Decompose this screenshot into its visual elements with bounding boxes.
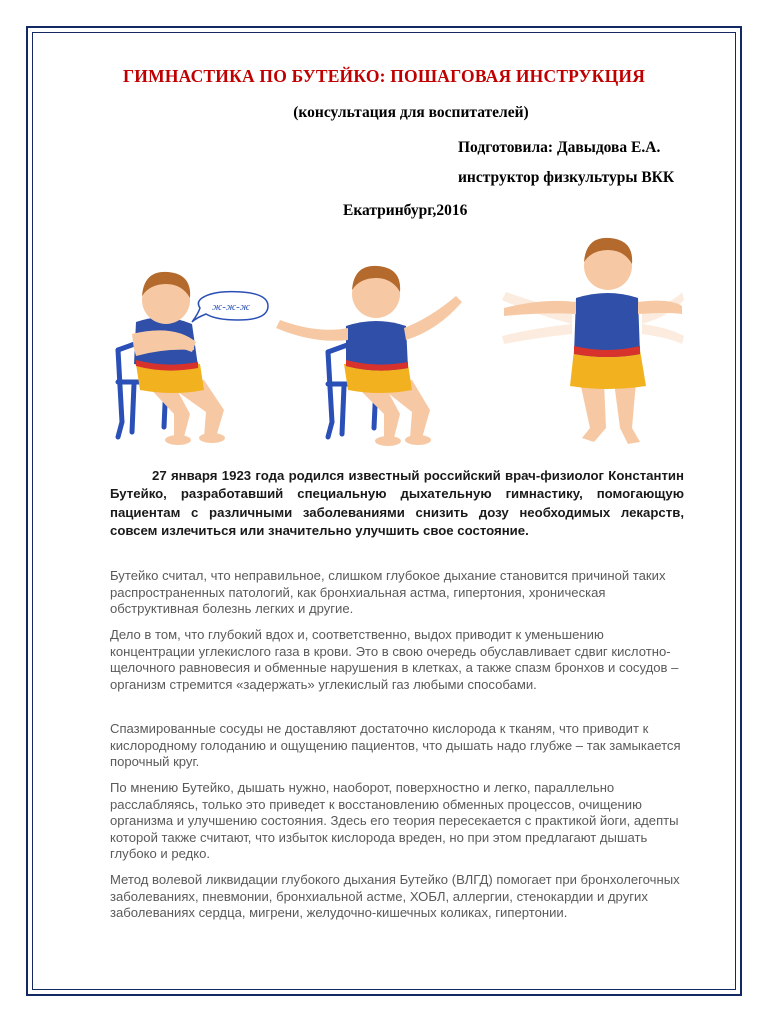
document-title: ГИМНАСТИКА ПО БУТЕЙКО: ПОШАГОВАЯ ИНСТРУКЦИЯ bbox=[122, 66, 646, 86]
document-subtitle: (консультация для воспитателей) bbox=[293, 104, 529, 121]
exercise-illustration bbox=[104, 232, 684, 464]
boy-arms-spread-figure bbox=[276, 266, 462, 446]
place-year: Екатринбург,2016 bbox=[343, 202, 468, 219]
body-paragraph: Метод волевой ликвидации глубокого дыхания Бутейко (ВЛГД) помогает при бронхолегочных заболеваниях, пневмонии, бронхиальной астме, ХОБЛ, аллергии, стенокардии и других заболеваниях сердца, мигрени, желудочно-кишечных коликах, гипертонии. bbox=[110, 872, 680, 921]
body-paragraph: Дело в том, что глубокий вдох и, соответственно, выдох приводит к уменьшению концентрации углекислого газа в крови. Это в свою очередь обуславливает сдвиг кислотно-щелочного равновесия и обменные нарушения в клетках, а также спазм бронхов и сосудов – организм стремится «задержать» углекислый газ любыми способами. bbox=[110, 627, 679, 692]
author-line: Подготовила: Давыдова Е.А. bbox=[458, 139, 661, 156]
author-role: инструктор физкультуры ВКК bbox=[458, 169, 675, 186]
body-paragraph: Спазмированные сосуды не доставляют достаточно кислорода к тканям, что приводит к кислородному голоданию и ощущению пациентов, что дышать надо глубже – так замыкается порочный круг. bbox=[110, 721, 681, 770]
speech-bubble-text: ж-ж-ж bbox=[212, 301, 251, 313]
body-paragraph: Бутейко считал, что неправильное, слишком глубокое дыхание становится причиной таких распространенных патологий, как бронхиальная астма, гипертония, хроническая обструктивная болезнь легких и другие. bbox=[110, 568, 666, 617]
body-paragraph: По мнению Бутейко, дышать нужно, наоборот, поверхностно и легко, параллельно расслабляясь, только это приведет к восстановлению обменных процессов, очищению организма и улучшению состояния. Здесь его теория пересекается с практикой йоги, адепты которой также считают, что избыток кислорода вреден, но при этом предлагают дышать глубоко и редко. bbox=[110, 780, 679, 862]
intro-text: 27 января 1923 года родился известный российский врач-физиолог Константин Бутейко, разработавший специальную дыхательную гимнастику, помогающую пациентам с различными заболеваниями снизить дозу необходимых лекарств, совсем излечиться или значительно улучшить свое состояние. bbox=[110, 468, 684, 538]
boy-standing-figure bbox=[502, 238, 684, 444]
intro-paragraph bbox=[110, 467, 684, 540]
boy-hugging-figure bbox=[118, 272, 268, 445]
